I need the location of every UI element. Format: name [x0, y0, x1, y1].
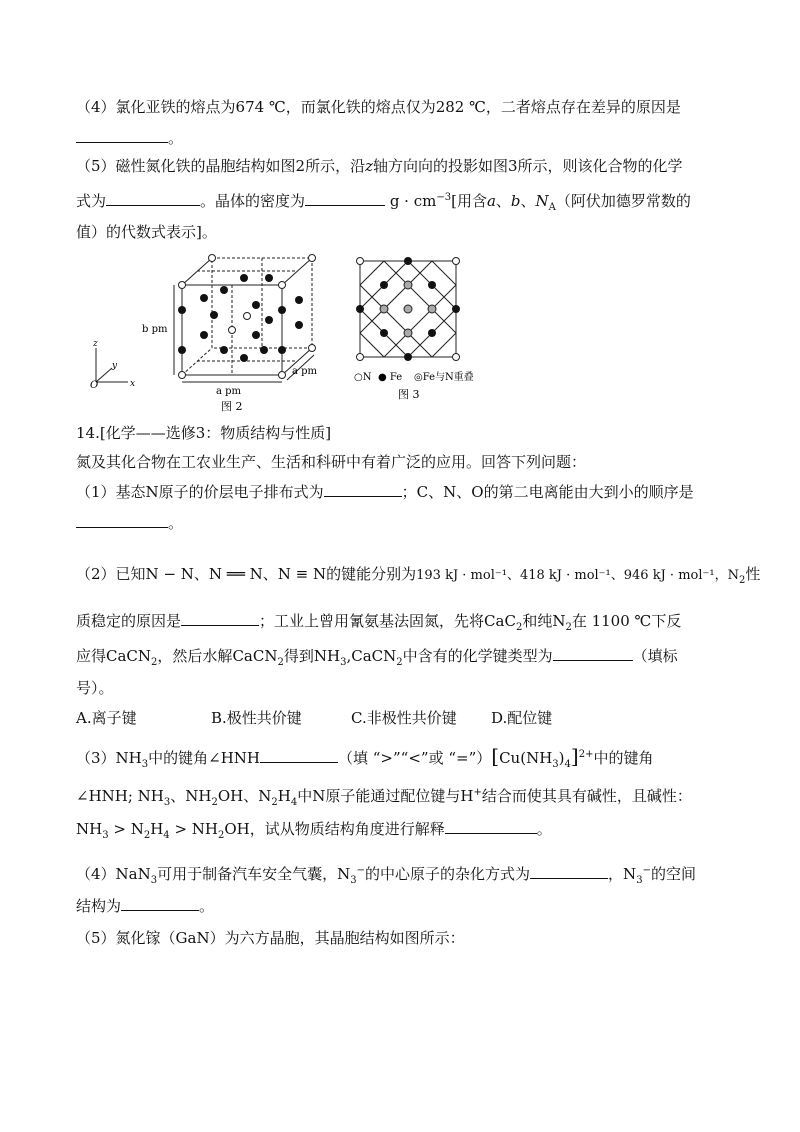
p4c: 的中心原子的杂化方式为 — [365, 865, 531, 883]
p2a: （2）已知 — [76, 565, 146, 583]
q14-choices — [76, 707, 552, 729]
p1b: ；C、N、O的第二电离能由大到小的顺序是 — [401, 483, 694, 501]
p3d: 中的键角 — [593, 749, 654, 767]
cacn2: CaCN — [106, 647, 152, 665]
choice-c: C.非极性共价键 — [351, 709, 457, 727]
choice-a: A.离子键 — [76, 709, 137, 727]
q14-p1-line2 — [76, 512, 183, 534]
legend-fe: ● Fe — [378, 372, 403, 383]
q5-line2 — [76, 187, 691, 219]
q5-na-sub: A — [548, 202, 556, 213]
p2-blank-2[interactable] — [553, 646, 633, 661]
p4a-sub: 3 — [150, 875, 158, 886]
p5: （5）氮化镓（GaN）为六方晶胞，其晶胞结构如图所示： — [76, 929, 465, 947]
q4-line2 — [76, 127, 183, 149]
p3f3: H — [277, 787, 291, 805]
n2-sub: 2 — [565, 622, 572, 633]
p4-blank-1[interactable] — [530, 864, 608, 879]
p2c: 性 — [745, 565, 761, 583]
p3m: OH，试从物质结构角度进行解释 — [224, 820, 445, 838]
p1-blank-1[interactable] — [324, 482, 402, 497]
p3f: 、NH — [170, 787, 212, 805]
p2b: 的键能分别为 — [326, 565, 417, 583]
p3-blank-1[interactable] — [260, 748, 338, 763]
p2k: 中含有的化学键类型为 — [402, 647, 553, 665]
p3f-sub: 2 — [211, 797, 218, 808]
nh3-sub: 3 — [340, 657, 347, 668]
p2h: 应得 — [76, 647, 107, 665]
q5-a: a — [486, 192, 496, 210]
q5-b: b — [510, 192, 521, 210]
p2f: 和纯 — [522, 612, 553, 630]
p3l-sub: 2 — [217, 830, 225, 841]
q4-answer-blank[interactable] — [76, 128, 168, 143]
p3j-sub: 2 — [143, 830, 151, 841]
p3a: （3）NH — [76, 749, 142, 767]
p2-blank-1[interactable] — [181, 611, 259, 626]
p3i-sub: 3 — [102, 830, 109, 841]
q5-text3: 值）的代数式表示]。 — [76, 223, 217, 241]
figure-2-b-label: b pm — [142, 324, 168, 335]
p3f2-sub: 2 — [271, 797, 278, 808]
q5-density-blank[interactable] — [305, 191, 385, 206]
q5-line3 — [76, 221, 217, 243]
p3f3-sub: 4 — [290, 797, 298, 808]
q14-heading-text: 14.[化学——选修3：物质结构与性质] — [76, 424, 332, 442]
q14-p3-line1: $(3)NH_3$中的键角∠HNH （填 “>”“<”或 “$=”)[Cu(NH_3)_4]^{2+}$中的键角 — [76, 744, 654, 770]
q5-formula-blank[interactable] — [106, 191, 200, 206]
cacn2-c-sub: 2 — [396, 657, 403, 668]
n2: N — [552, 612, 566, 630]
cacn2-sub: 2 — [151, 657, 158, 668]
axis-x-label: x — [130, 379, 136, 389]
p4a: （4）NaN — [76, 865, 151, 883]
figure-2-a-label-2: a pm — [292, 366, 318, 377]
p3l: > NH — [169, 820, 218, 838]
p2d: 质稳定的原因是 — [76, 612, 182, 630]
bonds: N − N、N ══ N、N ≡ N — [145, 565, 327, 583]
p1c: 。 — [168, 514, 184, 532]
figure-2-a-label: a pm — [216, 386, 242, 397]
p2m: 号）。 — [76, 679, 114, 697]
q14-p2-line3: 应得CaCN$_2$，然后水解CaCN$_2$得到$NH_3,CaCN_2$中含有的化学键类型为 （填标 — [76, 647, 678, 668]
p3-blank-2[interactable] — [445, 819, 537, 834]
q5-text2c: [用含 — [451, 192, 487, 210]
q4-line1 — [76, 96, 681, 118]
p3b: 中的键角 — [148, 749, 209, 767]
q14-heading — [76, 422, 331, 444]
p3e-sub: 3 — [163, 797, 171, 808]
q14-intro-text: 氮及其化合物在工农业生产、生活和科研中有着广泛的应用。回答下列问题： — [76, 453, 587, 471]
q5-text2a: 式为 — [76, 192, 107, 210]
p3e: ∠HNH; NH — [76, 787, 164, 805]
cacn2-b: CaCN — [232, 647, 278, 665]
p4b-sub: 3 — [350, 875, 357, 886]
cacn2-c: CaCN — [351, 647, 397, 665]
q14-p3-line2 — [76, 782, 692, 814]
q5-text1: （5）磁性氮化铁的晶胞结构如图2所示，沿 — [76, 157, 366, 175]
p4b-sup: − — [356, 865, 366, 876]
p3g: 中N原子能通过配位键与H — [297, 787, 474, 805]
q14-p1-line1 — [76, 481, 694, 503]
p4d: ，N — [608, 865, 637, 883]
nh3: NH — [313, 647, 341, 665]
q14-p4-line1 — [76, 860, 696, 892]
q5-unit: g · cm — [389, 192, 437, 210]
p3a-sub: 3 — [141, 759, 149, 770]
p3i: NH — [76, 820, 103, 838]
figure-2-crystal-cell — [84, 250, 334, 415]
p2g: 在 1100 ℃下反 — [571, 612, 682, 630]
figure-3-caption: 图 3 — [398, 388, 420, 401]
p3f2: OH、N — [217, 787, 272, 805]
complex-b: ) — [558, 749, 565, 767]
p4-blank-2[interactable] — [121, 896, 199, 911]
q14-p2-line2 — [76, 610, 681, 639]
q14-p2-line4 — [76, 677, 114, 699]
p3n: 。 — [536, 820, 552, 838]
q5-sep2: 、 — [520, 192, 536, 210]
p3h: 结合而使其具有碱性，且碱性： — [481, 787, 692, 805]
q5-sep1: 、 — [495, 192, 511, 210]
p1-blank-2[interactable] — [76, 513, 168, 528]
q4-text: （4）氯化亚铁的熔点为674 ℃，而氯化铁的熔点仅为282 ℃，二者熔点存在差异的原因是 — [76, 98, 681, 116]
p3c: （填 “>”“<”或 “=”） — [338, 749, 492, 767]
q5-line1 — [76, 155, 683, 177]
cac2: CaC — [484, 612, 516, 630]
legend-overlap: ◎Fe与N重叠 — [414, 372, 474, 383]
p4d-sub: 3 — [636, 875, 643, 886]
q5-text1b: 轴方向向的投影如图3所示，则该化合物的化学 — [373, 157, 683, 175]
choice-b: B.极性共价键 — [211, 709, 302, 727]
q14-p4-line2 — [76, 895, 214, 917]
p3j: > N — [108, 820, 144, 838]
complex-sup: 2+ — [578, 749, 594, 760]
p2j: 得到 — [283, 647, 314, 665]
axis-origin: O — [90, 380, 99, 391]
energies-sub: 2 — [738, 575, 746, 586]
p3k: H — [150, 820, 164, 838]
p4d-sup: − — [642, 865, 651, 876]
q14-p3-line3 — [76, 818, 552, 847]
complex-a: Cu(NH — [499, 749, 553, 767]
p1a: （1）基态N原子的价层电子排布式为 — [76, 483, 324, 501]
q4-end: 。 — [168, 129, 184, 147]
q14-p2-line1 — [76, 563, 760, 592]
energies: 193 kJ · mol⁻¹、418 kJ · mol⁻¹、946 kJ · mol⁻¹，N — [416, 568, 739, 583]
q14-intro — [76, 451, 586, 473]
q14-p5 — [76, 927, 465, 949]
p2e: ；工业上曾用氰氨基法固氮，先将 — [259, 612, 485, 630]
complex-nh3-sub: 3 — [552, 759, 559, 770]
choice-d: D.配位键 — [491, 709, 553, 727]
cacn2-b-sub: 2 — [277, 657, 284, 668]
p4b: 可用于制备汽车安全气囊，N — [157, 865, 351, 883]
complex-sub: 4 — [564, 759, 571, 770]
angle: ∠HNH — [208, 749, 260, 767]
axis-y-label: y — [112, 361, 118, 371]
q5-unit-exp: −3 — [436, 192, 452, 203]
axis-z-label: z — [93, 339, 98, 349]
figure-2-caption: 图 2 — [221, 400, 243, 413]
q5-z: z — [365, 157, 373, 175]
plus: + — [473, 787, 482, 798]
p2i: ，然后水解 — [157, 647, 233, 665]
p2l: （填标 — [632, 647, 678, 665]
p3k-sub: 4 — [163, 830, 170, 841]
q5-text2d: （阿伏加德罗常数的 — [555, 192, 691, 210]
legend-n: ○N — [354, 372, 372, 383]
q5-na: N — [535, 192, 549, 210]
p4g: 。 — [199, 897, 215, 915]
figure-3-projection — [352, 256, 492, 406]
q5-text2b: 。晶体的密度为 — [200, 192, 306, 210]
p4e: 的空间 — [650, 865, 696, 883]
p4f: 结构为 — [76, 897, 122, 915]
cac2-sub: 2 — [515, 622, 523, 633]
